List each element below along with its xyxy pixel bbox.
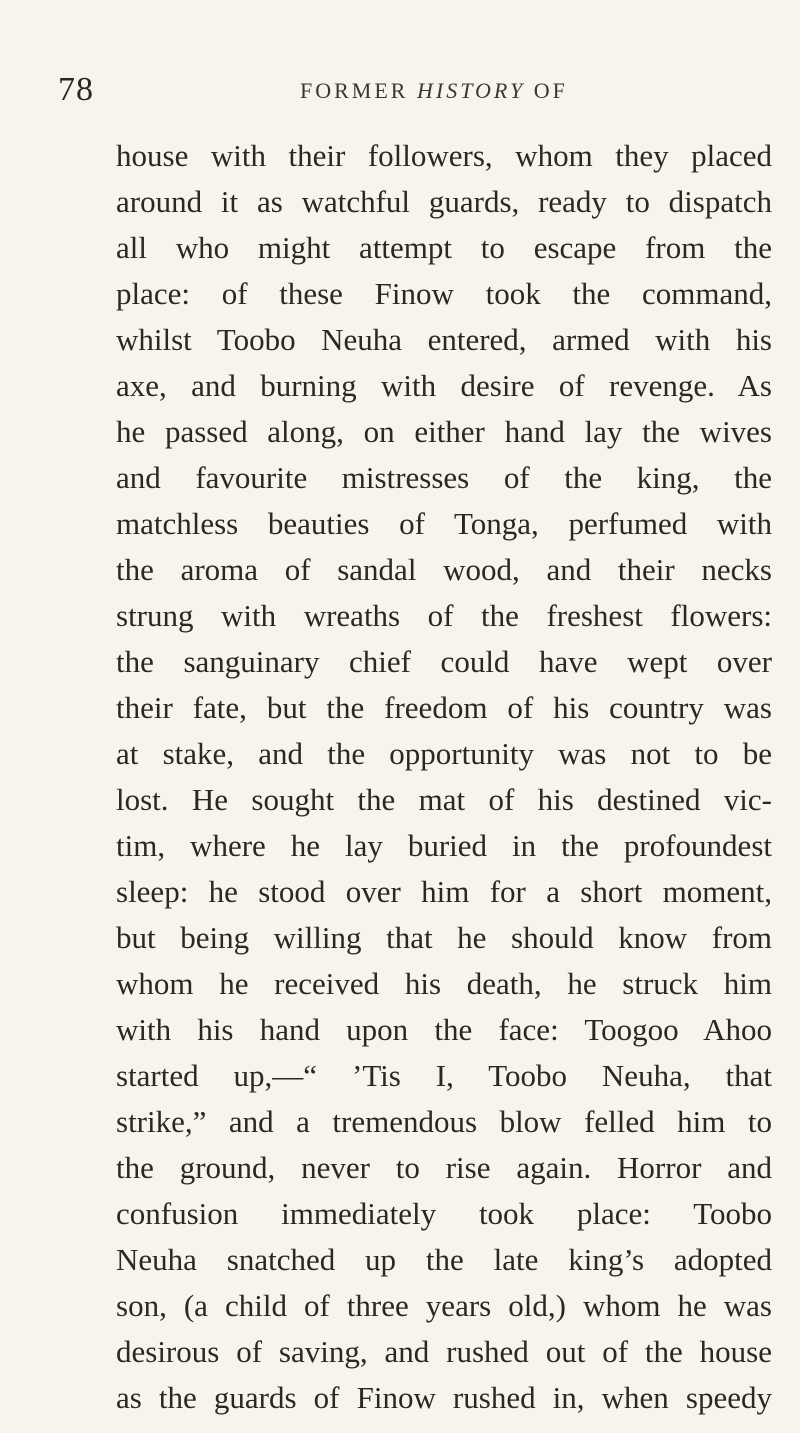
text-line: lost. He sought the mat of his destined vic-: [116, 782, 772, 817]
text-line: confusion immediately took place: Toobo: [116, 1196, 772, 1231]
text-line: but being willing that he should know from: [116, 920, 772, 955]
page-number: 78: [58, 71, 94, 108]
running-head-former: FORMER: [300, 78, 417, 103]
text-line: axe, and burning with desire of revenge. As: [116, 368, 772, 403]
text-line: at stake, and the opportunity was not to be: [116, 736, 772, 771]
running-head-history: HISTORY: [416, 78, 526, 103]
text-line: as the guards of Finow rushed in, when speedy: [116, 1380, 772, 1415]
text-line: all who might attempt to escape from the: [116, 230, 772, 265]
text-line: strung with wreaths of the freshest flowers:: [116, 598, 772, 633]
text-line: with his hand upon the face: Toogoo Ahoo: [116, 1012, 772, 1047]
text-line: he passed along, on either hand lay the wives: [116, 414, 772, 449]
text-line: the aroma of sandal wood, and their necks: [116, 552, 772, 587]
text-line: and favourite mistresses of the king, the: [116, 460, 772, 495]
text-line: whilst Toobo Neuha entered, armed with his: [116, 322, 772, 357]
running-head-of: OF: [525, 78, 568, 103]
text-line: the ground, never to rise again. Horror and: [116, 1150, 772, 1185]
text-line: the sanguinary chief could have wept over: [116, 644, 772, 679]
text-line: their fate, but the freedom of his country was: [116, 690, 772, 725]
text-line: house with their followers, whom they placed: [116, 138, 772, 173]
text-line: sleep: he stood over him for a short moment,: [116, 874, 772, 909]
text-line: strike,” and a tremendous blow felled him to: [116, 1104, 772, 1139]
text-line: tim, where he lay buried in the profoundest: [116, 828, 772, 863]
text-line: started up,—“ ’Tis I, Toobo Neuha, that: [116, 1058, 772, 1093]
text-line: Neuha snatched up the late king’s adopted: [116, 1242, 772, 1277]
text-line: place: of these Finow took the command,: [116, 276, 772, 311]
text-line: around it as watchful guards, ready to dispatch: [116, 184, 772, 219]
text-line: whom he received his death, he struck him: [116, 966, 772, 1001]
text-line: son, (a child of three years old,) whom he was: [116, 1288, 772, 1323]
text-line: desirous of saving, and rushed out of the house: [116, 1334, 772, 1369]
text-line: matchless beauties of Tonga, perfumed with: [116, 506, 772, 541]
